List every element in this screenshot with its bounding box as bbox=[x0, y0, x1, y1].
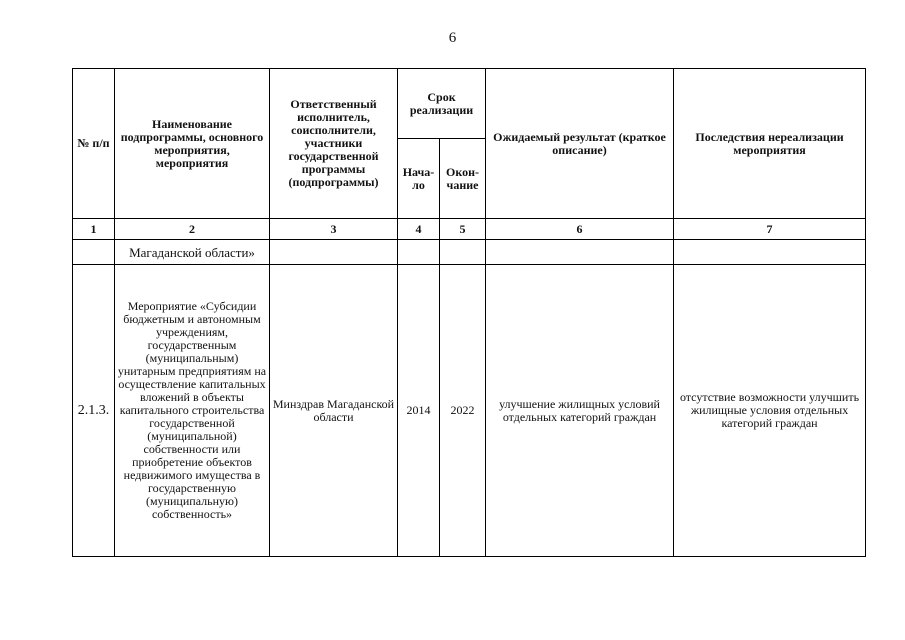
empty-cell bbox=[73, 240, 115, 265]
column-number: 3 bbox=[270, 219, 398, 240]
header-result: Ожидаемый результат (краткое описание) bbox=[486, 69, 674, 219]
column-numbers-row bbox=[73, 219, 866, 240]
continuation-row bbox=[73, 240, 866, 265]
column-number: 5 bbox=[440, 219, 486, 240]
row-end: 2022 bbox=[440, 265, 486, 557]
row-code: 2.1.3. bbox=[73, 265, 115, 557]
header-row bbox=[73, 69, 866, 139]
continuation-name: Магаданской области» bbox=[115, 240, 270, 265]
empty-cell bbox=[398, 240, 440, 265]
table-row bbox=[73, 265, 866, 557]
row-consequence: отсутствие возможности улучшить жилищные условия отдельных категорий граждан bbox=[674, 265, 866, 557]
header-end: Окон-чание bbox=[440, 139, 486, 219]
header-name: Наименование подпрограммы, основного мероприятия, мероприятия bbox=[115, 69, 270, 219]
row-executor: Минздрав Магаданской области bbox=[270, 265, 398, 557]
header-executor: Ответственный исполнитель, соисполнители, участники государственной программы (подпрограммы) bbox=[270, 69, 398, 219]
empty-cell bbox=[270, 240, 398, 265]
row-result: улучшение жилищных условий отдельных категорий граждан bbox=[486, 265, 674, 557]
column-number: 4 bbox=[398, 219, 440, 240]
header-consequence: Последствия нереализации мероприятия bbox=[674, 69, 866, 219]
program-table bbox=[72, 68, 866, 557]
row-name: Мероприятие «Субсидии бюджетным и автономным учреждениям, государственным (муниципальным) унитарным предприятиям на осуществление капитальных вложений в объекты капитального строительства государственной (муниципальной) собственности или приобретение объектов недвижимого имущества в государственную (муниципальную) собственность» bbox=[115, 265, 270, 557]
page-number: 6 bbox=[448, 30, 457, 46]
column-number: 6 bbox=[486, 219, 674, 240]
empty-cell bbox=[486, 240, 674, 265]
empty-cell bbox=[440, 240, 486, 265]
column-number: 1 bbox=[73, 219, 115, 240]
header-start: Нача-ло bbox=[398, 139, 440, 219]
column-number: 7 bbox=[674, 219, 866, 240]
row-start: 2014 bbox=[398, 265, 440, 557]
header-period: Срок реализации bbox=[398, 69, 486, 139]
header-number: № п/п bbox=[73, 69, 115, 219]
column-number: 2 bbox=[115, 219, 270, 240]
empty-cell bbox=[674, 240, 866, 265]
